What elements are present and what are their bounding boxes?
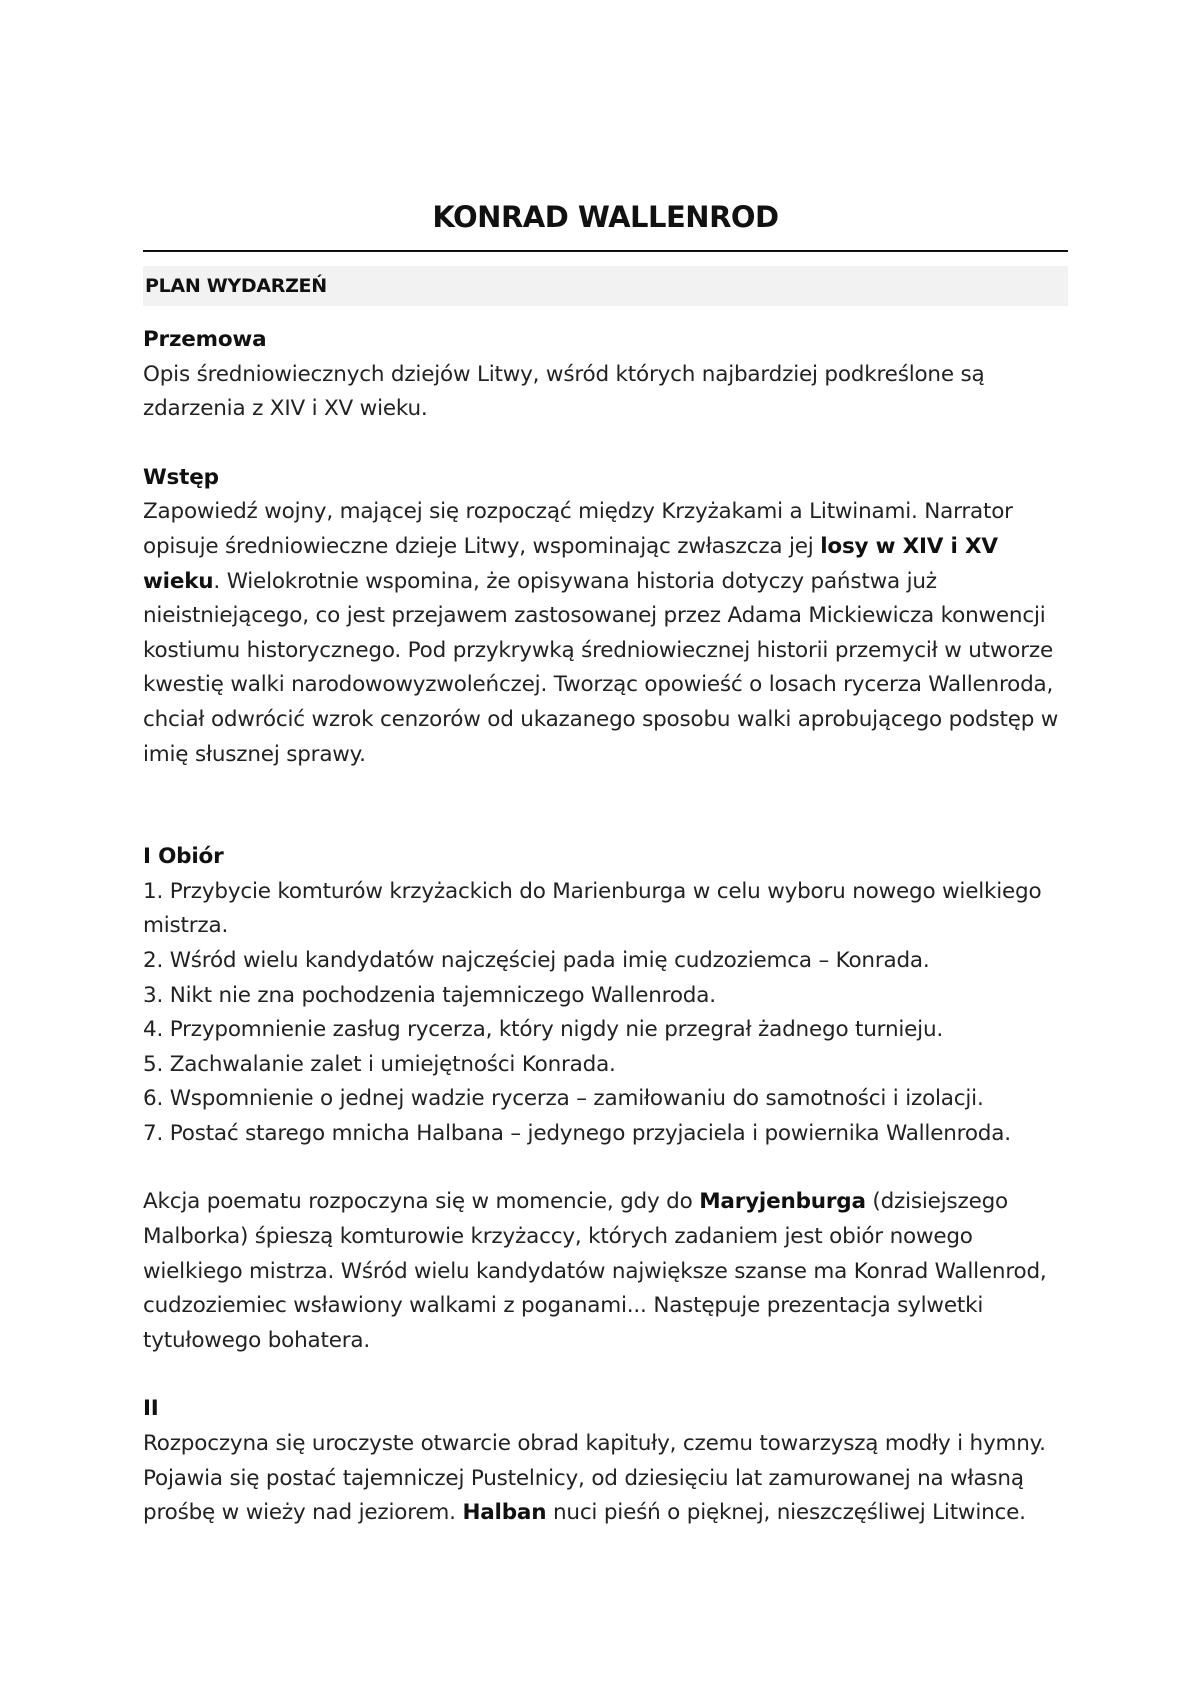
list-item: 6. Wspomnienie o jednej wadzie rycerza – zamiłowaniu do samotności i izolacji. (143, 1086, 984, 1112)
list-item: 1. Przybycie komturów krzyżackich do Marienburga w celu wyboru nowego wielkiego mistrza. (143, 878, 1042, 939)
spacer (143, 1358, 1073, 1392)
wstep-text (143, 495, 1073, 772)
section-ii-text-part: Rozpoczyna się uroczyste otwarcie obrad kapituły, czemu towarzyszą modły i hymny. Pojawia się postać tajemniczej Pustelnicy, od dziesięciu lat zamurowanej na własną prośbę w wieży nad jeziorem. (143, 1431, 1046, 1526)
plan-heading: PLAN WYDARZEŃ (143, 266, 1068, 306)
przemowa-text: Opis średniowiecznych dziejów Litwy, wśród których najbardziej podkreślone są zdarzenia z XIV i XV wieku. (143, 361, 985, 422)
wstep-text-part: Zapowiedź wojny, mającej się rozpocząć między Krzyżakami a Litwinami. Narrator opisuje średniowieczne dzieje Litwy, wspominając zwłaszcza jej (143, 499, 1013, 559)
section-ii-text-part: nuci pieśń o pięknej, nieszczęśliwej Litwince. (546, 1500, 1026, 1526)
wstep-text-part: . Wielokrotnie wspomina, że opisywana historia dotyczy państwa już nieistniejącego, co jest przejawem zastosowanej przez Adama Mickiewicza konwencji kostiumu historycznego. Pod przykrywką średniowiecznej historii przemycił w utworze kwestię walki narodowowyzwoleńczej. Tworząc opowieść o losach rycerza Wallenroda, chciał odwrócić wzrok cenzorów od ukazanego sposobu walki aprobującego podstęp w imię słusznej sprawy. (143, 568, 1059, 767)
summary-bold-phrase: Maryjenburga (699, 1189, 866, 1215)
obior-heading: I Obiór (143, 844, 224, 870)
list-item: 5. Zachwalanie zalet i umiejętności Konrada. (143, 1051, 616, 1077)
list-item: 4. Przypomnienie zasług rycerza, który nigdy nie przegrał żadnego turnieju. (143, 1017, 944, 1043)
summary-text-part: (dzisiejszego Malborka) śpieszą komturowie krzyżaccy, których zadaniem jest obiór nowego wielkiego mistrza. Wśród wielu kandydatów największe szanse ma Konrad Wallenrod, cudzoziemiec wsławiony walkami z poganami... Następuje prezentacja sylwetki tytułowego bohatera. (143, 1189, 1047, 1353)
list-item: 7. Postać starego mnicha Halbana – jedynego przyjaciela i powiernika Wallenroda. (143, 1120, 1011, 1146)
spacer (143, 427, 1073, 461)
section-ii-bold-phrase: Halban (462, 1500, 547, 1526)
summary-text-part: Akcja poematu rozpoczyna się w momencie, gdy do (143, 1189, 700, 1215)
przemowa-heading: Przemowa (143, 327, 267, 352)
title-divider (143, 250, 1068, 252)
obior-summary (143, 1185, 1073, 1358)
section-ii-heading: II (143, 1396, 159, 1422)
spacer (143, 772, 1073, 840)
section-ii-text (143, 1427, 1073, 1531)
list-item: 3. Nikt nie zna pochodzenia tajemniczego Wallenroda. (143, 982, 716, 1008)
document-title: KONRAD WALLENROD (432, 200, 779, 234)
spacer (143, 1151, 1073, 1185)
list-item: 2. Wśród wielu kandydatów najczęściej pada imię cudzoziemca – Konrada. (143, 947, 930, 973)
wstep-heading: Wstęp (143, 464, 219, 490)
wstep-bold-phrase: losy w XIV i XV wieku (143, 533, 998, 594)
document-body (143, 323, 1073, 1531)
